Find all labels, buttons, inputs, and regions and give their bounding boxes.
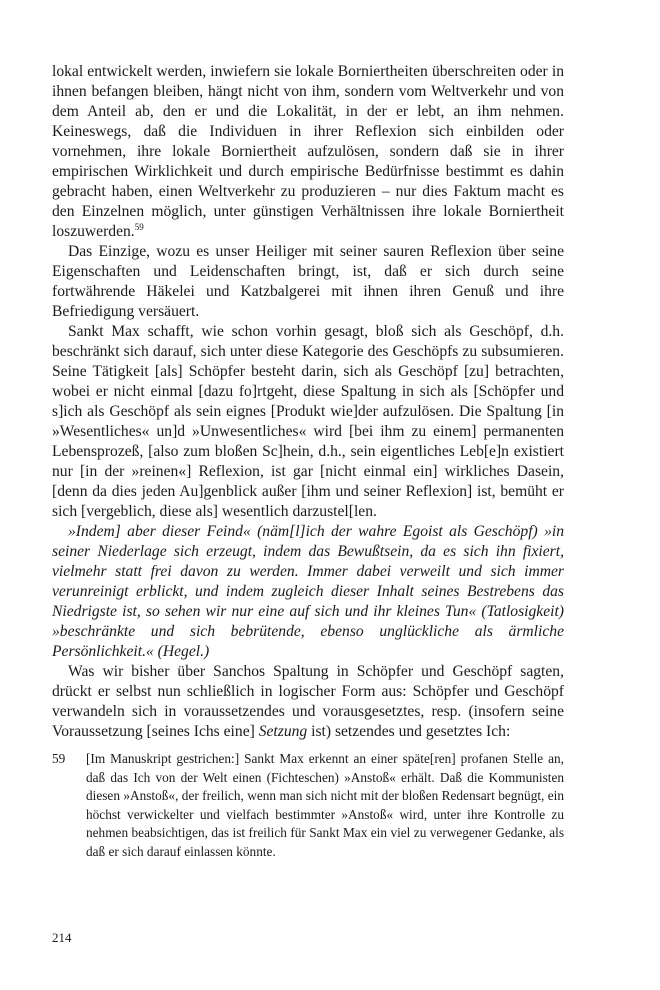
page-number: 214: [52, 930, 72, 945]
footnote-reference-59[interactable]: 59: [134, 221, 144, 232]
footnote-text: [Im Manuskript gestrichen:] Sankt Max erkennt an einer späte[ren] profanen Stelle an, daß das Ich von der Welt einen (Fichteschen) »Anstoß« erhält. Daß die Kommunisten diesen »Anstoß«, der freilich, wenn man sich nicht mit der bloßen Redensart begnügt, ein höchst verwickelter und vielfach bestimmter »Anstoß« wird, unter ihre Kontrolle zu nehmen beabsichtigen, das ist freilich für Sankt Max ein viel zu verwegener Gedanke, als daß er sich darauf einlassen könnte.: [86, 751, 564, 859]
footnote-area: [52, 750, 564, 862]
paragraph-5: [52, 662, 564, 742]
paragraph-1-text: lokal entwickelt werden, inwiefern sie lokale Borniertheiten überschreiten oder in ihnen befangen bleiben, hängt nicht von ihm, sondern vom Weltverkehr und von dem Anteil ab, den er und die Lokalität, in der er lebt, an ihm nehmen. Keineswegs, daß die Individuen in ihrer Reflexion sich einbilden oder vornehmen, ihre lokale Borniertheit aufzulösen, sondern daß sie in ihrer empirischen Wirklichkeit und durch empirische Bedürfnisse bestimmt es dahin gebracht haben, einen Weltverkehr zu produzieren – nur dies Faktum macht es den Einzelnen möglich, unter günstigen Verhältnissen ihre lokale Borniertheit loszuwerden.: [52, 63, 564, 240]
paragraph-5-emphasis: Setzung: [258, 723, 308, 740]
paragraph-5-text-before: Was wir bisher über Sanchos Spaltung in Schöpfer und Geschöpf sagten, drückt er selbst nun schließlich in logischer Form aus: Schöpfer und Geschöpf verwandeln sich in voraussetzendes und vorausgesetztes, resp. (insofern seine Voraussetzung [seines Ichs eine]: [52, 663, 564, 740]
paragraph-1: [52, 62, 564, 242]
paragraph-2: Das Einzige, wozu es unser Heiliger mit seiner sauren Reflexion über seine Eigenschaften und Leidenschaften bringt, ist, daß er sich durch seine fortwährende Häkelei und Katzbalgerei mit ihnen ihren Genuß und ihre Befriedigung versäuert.: [52, 243, 564, 320]
hegel-quote-paragraph: »Indem] aber dieser Feind« (näm[l]ich der wahre Egoist als Geschöpf) »in seiner Niederlage sich erzeugt, indem das Bewußtsein, da es sich ihn fixiert, vielmehr statt frei davon zu werden. Immer dabei verweilt und sich immer verunreinigt erblickt, und indem zugleich dieser Inhalt seines Bestrebens das Niedrigste ist, so sehen wir nur eine auf sich und ihr kleines Tun« (Tatlosigkeit) »beschränkte und sich bebrütende, ebenso unglückliche als ärmliche Persönlichkeit.« (Hegel.): [52, 523, 564, 660]
paragraph-3: Sankt Max schafft, wie schon vorhin gesagt, bloß sich als Geschöpf, d.h. beschränkt sich darauf, sich unter diese Kategorie des Geschöpfs zu subsumieren. Seine Tätigkeit [als] Schöpfer besteht darin, sich als Geschöpf [zu] betrachten, wobei er nicht einmal [dazu fo]rtgeht, diese Spaltung in sich als [Schöpfer und s]ich als Geschöpf als sein eignes [Produkt wie]der aufzulösen. Die Spaltung [in »Wesentliches« un]d »Unwesentliches« wird [bei ihm zu einem] permanenten Lebensprozeß, [also zum bloßen Sc]hein, d.h., sein eigentliches Leb[e]n existiert nur [in der »reinen«] Reflexion, ist gar [nicht einmal ein] wirkliches Dasein, [denn da dies jeden Au]genblick außer [ihm und seiner Reflexion] ist, bemüht er sich [vergeblich, diese als] wesentlich darzustel[len.: [52, 323, 564, 520]
page-body: [52, 62, 564, 862]
footnote-number: 59: [52, 751, 66, 766]
footnote-59: [52, 750, 564, 862]
paragraph-5-text-after: ist) setzendes und gesetztes Ich:: [307, 723, 511, 740]
